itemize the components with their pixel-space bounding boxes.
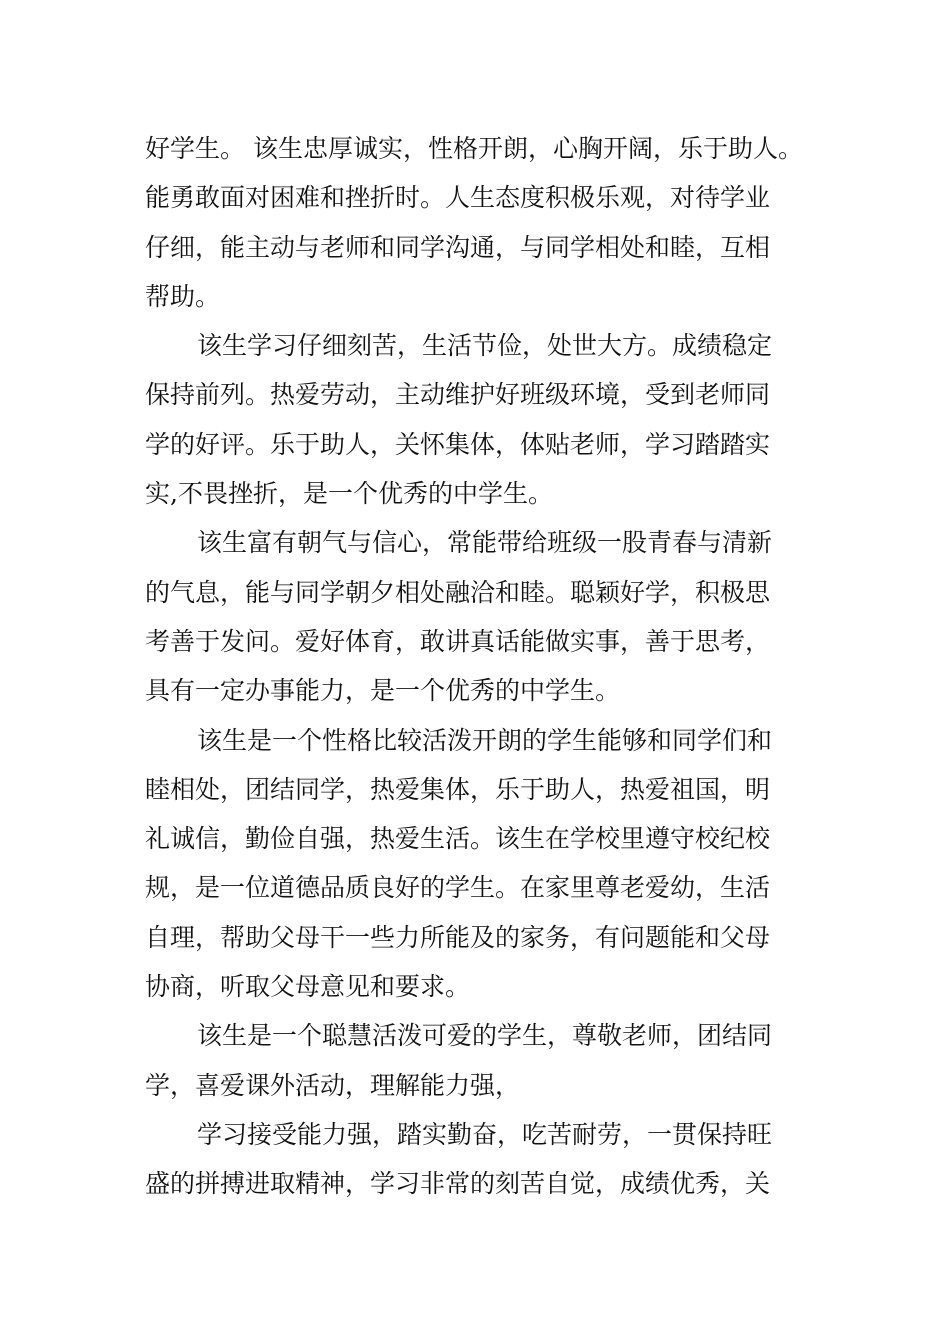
text-line: 协商，听取父母意见和要求。: [145, 972, 471, 1002]
paragraph-start-line: 该生是一个聪慧活泼可爱的学生，尊敬老师，团结同: [197, 1021, 773, 1051]
text-line: 学的好评。乐于助人，关怀集体，体贴老师，学习踏踏实: [145, 429, 771, 459]
paragraph-start-line: 该生是一个性格比较活泼开朗的学生能够和同学们和: [197, 725, 773, 755]
text-line: 盛的拼搏进取精神，学习非常的刻苦自觉，成绩优秀，关: [145, 1169, 771, 1199]
text-line: 帮助。: [145, 281, 221, 311]
text-line: 能勇敢面对困难和挫折时。人生态度积极乐观，对待学业: [145, 183, 771, 213]
text-line: 具有一定办事能力，是一个优秀的中学生。: [145, 676, 621, 706]
paragraph-start-line: 该生富有朝气与信心，常能带给班级一股青春与清新: [197, 528, 773, 558]
text-line: 实,不畏挫折，是一个优秀的中学生。: [145, 479, 553, 509]
text-line: 考善于发问。爱好体育，敢讲真话能做实事，善于思考，: [145, 626, 771, 656]
text-line: 学，喜爱课外活动，理解能力强，: [145, 1070, 521, 1100]
document-body: [145, 124, 815, 1209]
text-line: 的气息，能与同学朝夕相处融洽和睦。聪颖好学，积极思: [145, 577, 771, 607]
text-line: 好学生。 该生忠厚诚实，性格开朗，心胸开阔，乐于助人。: [145, 134, 803, 163]
text-line: 睦相处，团结同学，热爱集体，乐于助人，热爱祖国，明: [145, 774, 771, 804]
text-line: 仔细，能主动与老师和同学沟通，与同学相处和睦，互相: [145, 232, 771, 262]
text-line: 保持前列。热爱劳动，主动维护好班级环境，受到老师同: [145, 380, 771, 410]
text-line: 规，是一位道德品质良好的学生。在家里尊老爱幼，生活: [145, 873, 771, 903]
text-line: 自理，帮助父母干一些力所能及的家务，有问题能和父母: [145, 922, 771, 952]
paragraph-start-line: 学习接受能力强，踏实勤奋，吃苦耐劳，一贯保持旺: [197, 1119, 773, 1149]
paragraph-start-line: 该生学习仔细刻苦，生活节俭，处世大方。成绩稳定: [197, 331, 773, 361]
text-line: 礼诚信，勤俭自强，热爱生活。该生在学校里遵守校纪校: [145, 824, 771, 854]
